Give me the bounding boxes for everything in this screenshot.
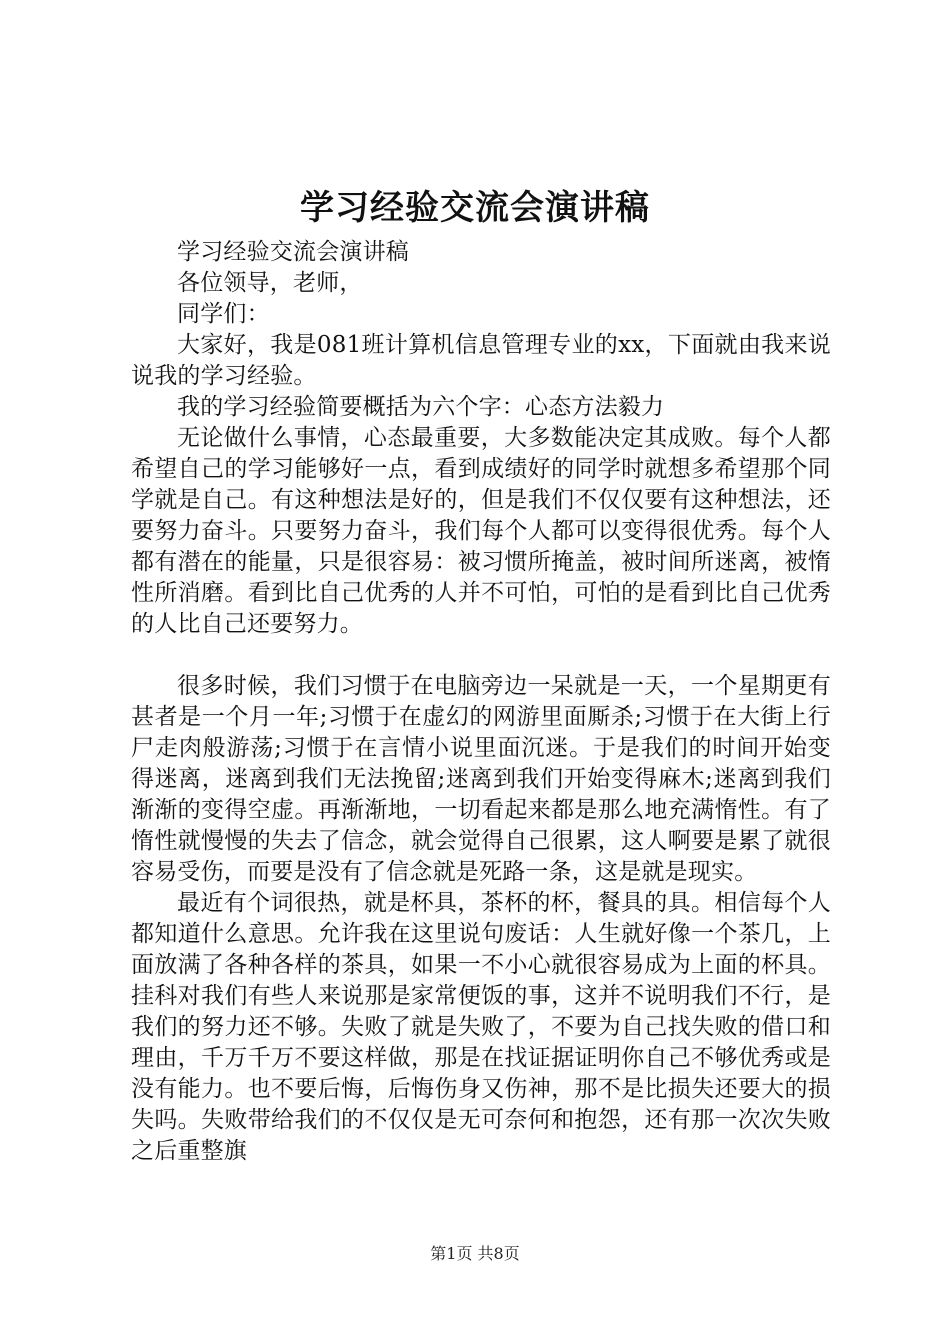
paragraph-greeting: 大家好，我是081班计算机信息管理专业的xx，下面就由我来说说我的学习经验。 [131, 332, 831, 389]
document-title: 学习经验交流会演讲稿 [300, 188, 650, 228]
paragraph-habits: 很多时候，我们习惯于在电脑旁边一呆就是一天，一个星期更有甚者是一个月一年;习惯于在虚幻的网游里面厮杀;习惯于在大街上行尸走肉般游荡;习惯于在言情小说里面沉迷。于是我们的时间开始变得迷离，迷离到我们无法挽留;迷离到我们开始变得麻木;迷离到我们渐渐的变得空虚。再渐渐地，一切看起来都是那么地充满惰性。有了惰性就慢慢的失去了信念，就会觉得自己很累，这人啊要是累了就很容易受伤，而要是没有了信念就是死路一条，这是就是现实。 [131, 673, 831, 885]
paragraph-mindset: 无论做什么事情，心态最重要，大多数能决定其成败。每个人都希望自己的学习能够好一点，看到成绩好的同学时就想多希望那个同学就是自己。有这种想法是好的，但是我们不仅仅要有这种想法，还要努力奋斗。只要努力奋斗，我们每个人都可以变得很优秀。每个人都有潜在的能量，只是很容易：被习惯所掩盖，被时间所迷离，被惰性所消磨。看到比自己优秀的人并不可怕，可怕的是看到比自己优秀的人比自己还要努力。 [131, 425, 831, 637]
document-body [131, 237, 831, 1167]
paragraph-salutation-students: 同学们： [177, 301, 270, 327]
paragraph-salutation: 各位领导，老师， [177, 270, 363, 296]
paragraph-failure: 最近有个词很热，就是杯具，茶杯的杯，餐具的具。相信每个人都知道什么意思。允许我在这里说句废话：人生就好像一个茶几，上面放满了各种各样的茶具，如果一不小心就很容易成为上面的杯具。挂科对我们有些人来说那是家常便饭的事，这并不说明我们不行，是我们的努力还不够。失败了就是失败了，不要为自己找失败的借口和理由，千万千万不要这样做，那是在找证据证明你自己不够优秀或是没有能力。也不要后悔，后悔伤身又伤神，那不是比损失还要大的损失吗。失败带给我们的不仅仅是无可奈何和抱怨，还有那一次次失败之后重整旗 [131, 890, 831, 1164]
paragraph-subtitle: 学习经验交流会演讲稿 [177, 239, 409, 265]
page-footer: 第1页 共8页 [430, 1244, 520, 1263]
paragraph-summary: 我的学习经验简要概括为六个字：心态方法毅力 [177, 394, 665, 420]
